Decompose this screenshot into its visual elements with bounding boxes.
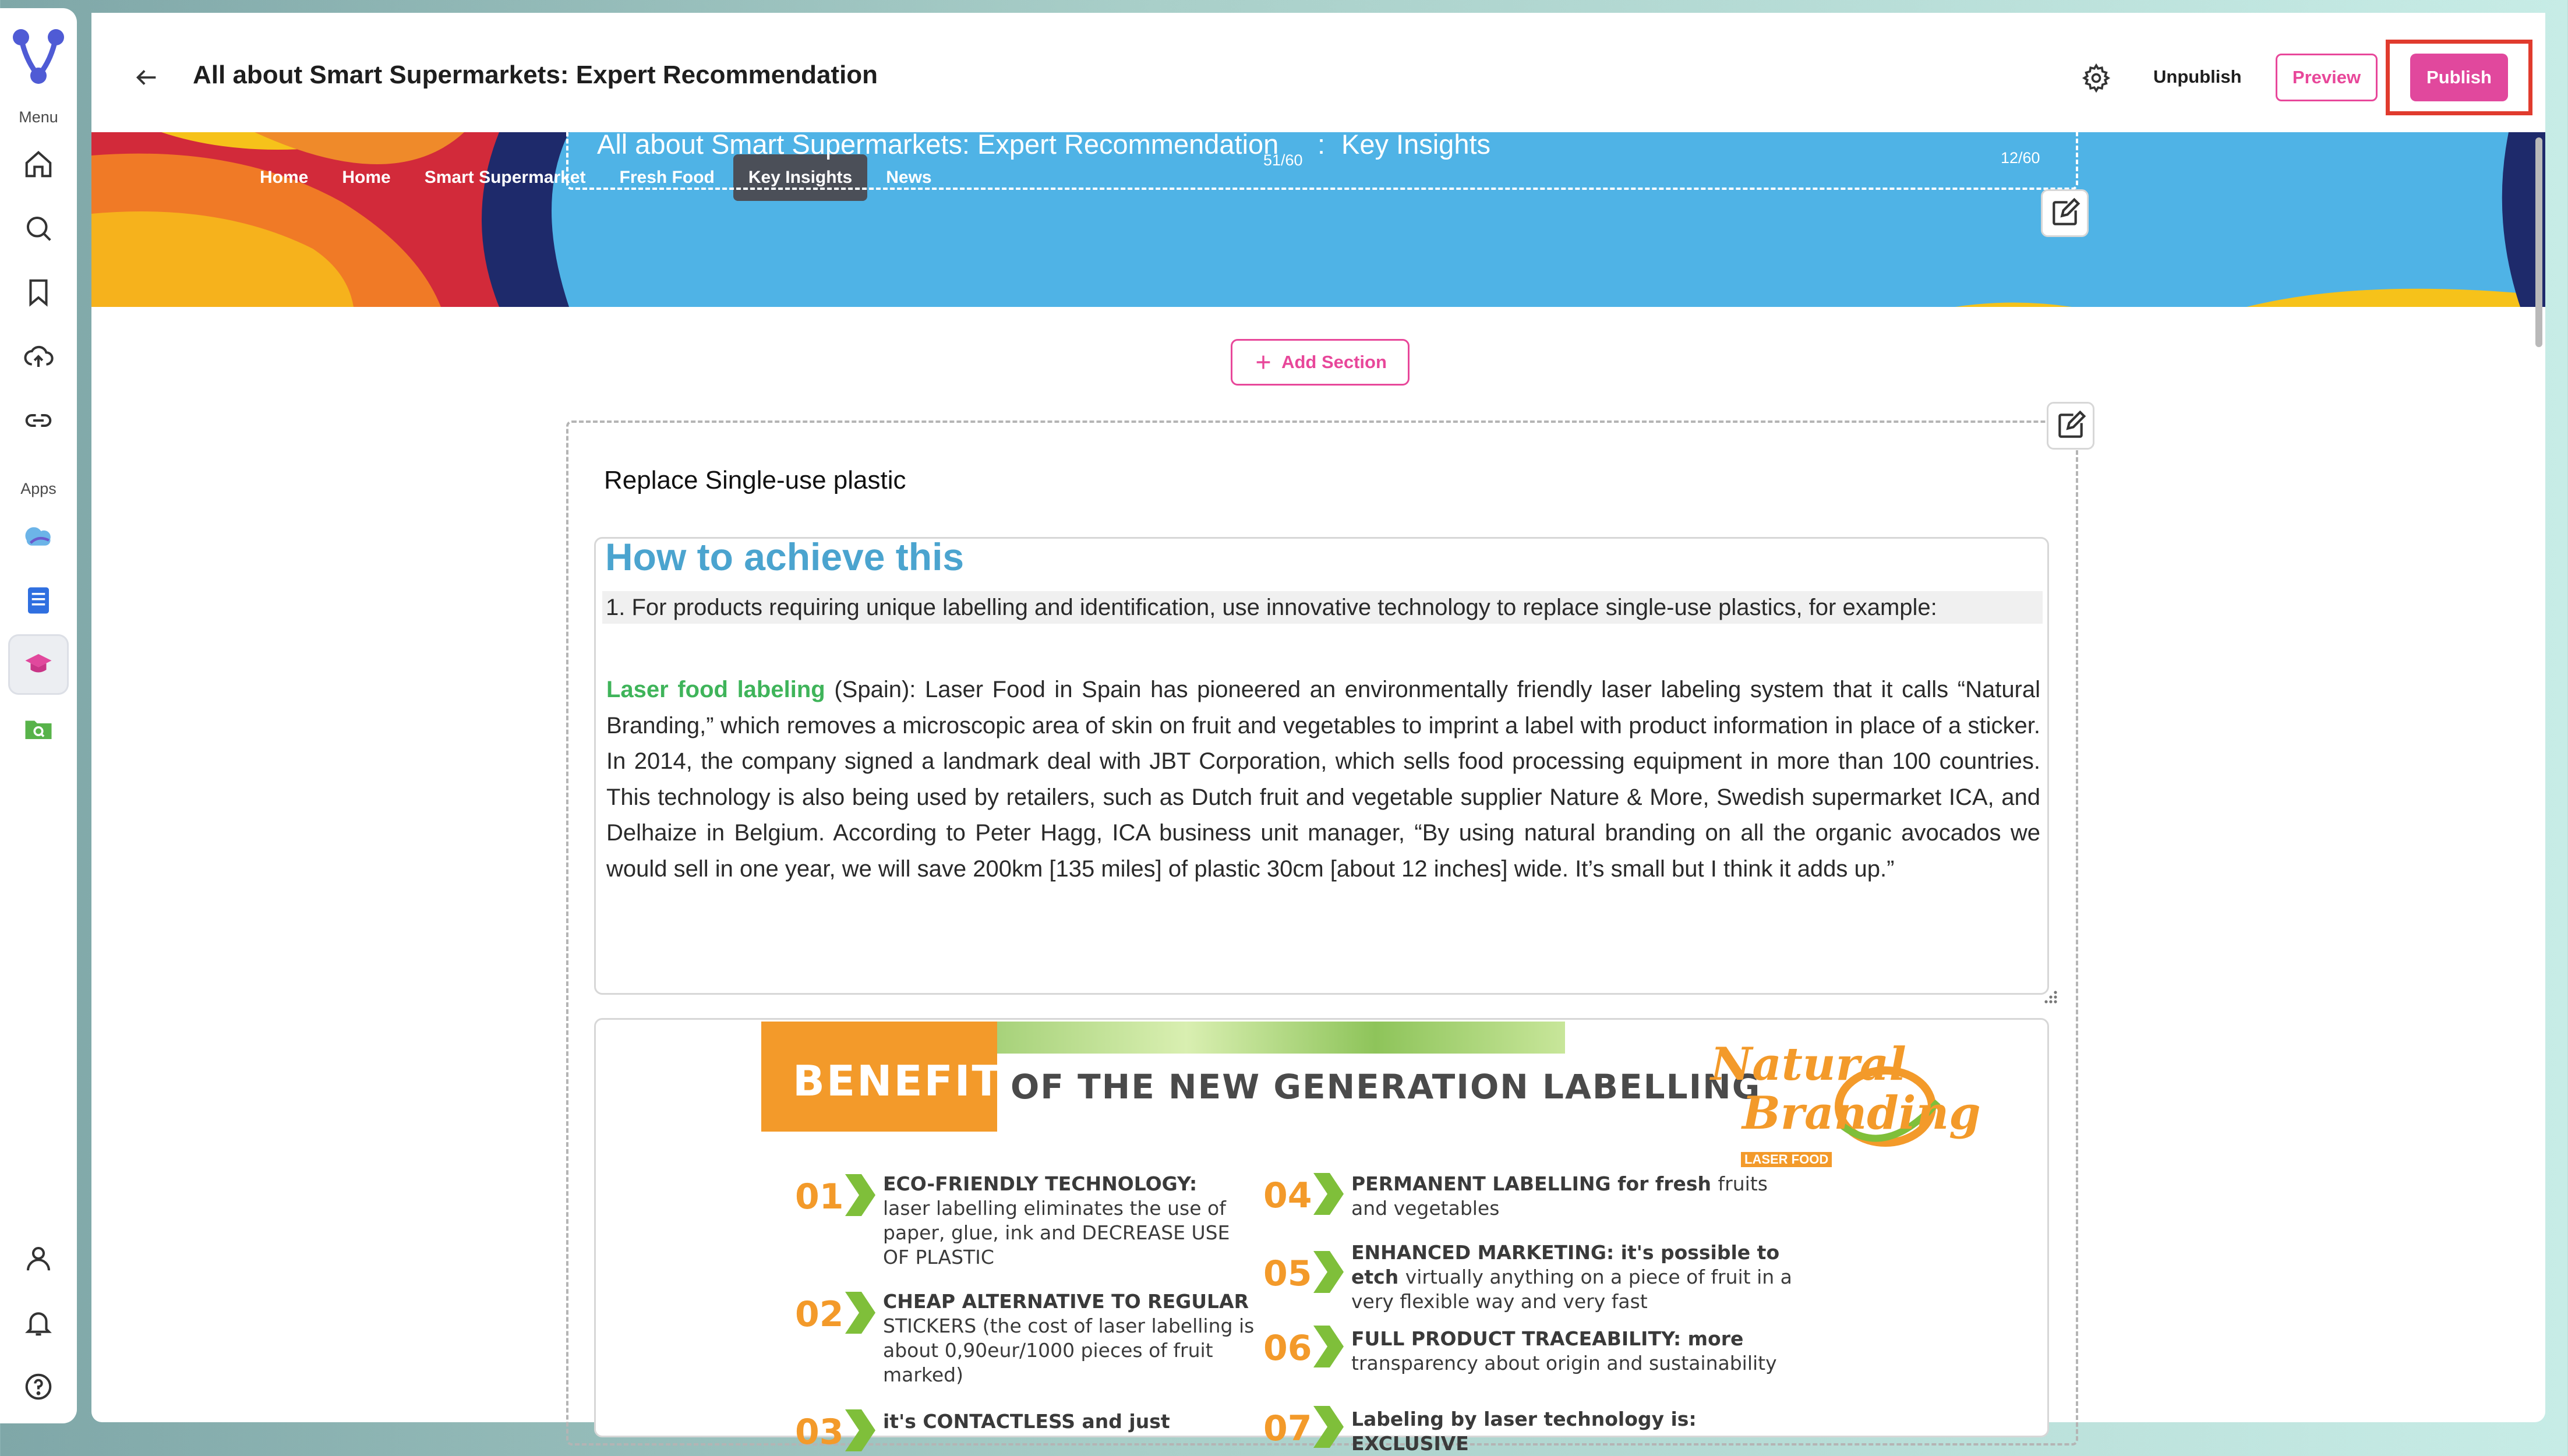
- benefit-item: [883, 1172, 1244, 1270]
- search-icon[interactable]: [18, 208, 59, 249]
- nav-tab-smart-supermarket[interactable]: Smart Supermarket: [424, 168, 586, 187]
- benefit-bold: FULL PRODUCT TRACEABILITY: more: [1351, 1327, 1744, 1350]
- item-number: 01: [795, 1176, 844, 1217]
- item-number: 02: [795, 1294, 844, 1335]
- text-first-line: 1. For products requiring unique labelling and identification, use innovative technology to replace single-use plastics, for example:: [602, 591, 2043, 624]
- bookmark-icon[interactable]: [18, 272, 59, 313]
- preview-button[interactable]: Preview: [2276, 54, 2378, 101]
- banner-title[interactable]: All about Smart Supermarkets: Expert Recommendation: [597, 129, 1279, 160]
- settings-gear-icon[interactable]: [2081, 63, 2111, 93]
- page-scrollbar[interactable]: [2535, 137, 2542, 347]
- link-icon[interactable]: [18, 400, 59, 441]
- section-title[interactable]: Replace Single-use plastic: [604, 466, 906, 494]
- upload-cloud-icon[interactable]: [18, 336, 59, 377]
- left-sidebar: [0, 8, 77, 1423]
- item-number: 04: [1263, 1175, 1312, 1216]
- document-app-icon[interactable]: [18, 580, 59, 621]
- section-edit-button[interactable]: [2047, 402, 2094, 450]
- nav-tab-fresh-food[interactable]: Fresh Food: [619, 168, 715, 187]
- graduation-cap-app-icon[interactable]: [8, 634, 69, 695]
- chevron-right-icon: [1311, 1404, 1346, 1450]
- benefit-item: [883, 1409, 1244, 1434]
- apps-label: Apps: [20, 480, 56, 497]
- banner-edit-button[interactable]: [2041, 189, 2089, 237]
- benefit-bold: it's CONTACTLESS and just: [883, 1410, 1170, 1433]
- benefit-bold: CHEAP ALTERNATIVE TO REGULAR: [883, 1290, 1249, 1313]
- back-arrow-icon[interactable]: [133, 64, 160, 91]
- editor-main: [91, 13, 2545, 1455]
- chevron-right-icon: [843, 1172, 878, 1218]
- banner-subtitle-char-count: 12/60: [2001, 149, 2040, 167]
- edit-pencil-icon: [2048, 197, 2081, 229]
- text-heading: How to achieve this: [605, 535, 965, 578]
- benefit-text: laser labelling eliminates the use of paper, glue, ink and DECREASE USE OF PLASTIC: [883, 1197, 1230, 1268]
- home-icon[interactable]: [18, 144, 59, 185]
- benefit-bold: Labeling by laser technology is: EXCLUSIVE: [1351, 1408, 1697, 1455]
- benefit-item: [1351, 1407, 1817, 1456]
- item-number: 06: [1263, 1328, 1312, 1369]
- benefit-item: [883, 1289, 1256, 1387]
- benefits-banner: [761, 1022, 1034, 1132]
- benefit-bold: ECO-FRIENDLY TECHNOLOGY:: [883, 1172, 1198, 1195]
- benefit-item: [1351, 1241, 1817, 1314]
- nav-tab-news[interactable]: News: [886, 168, 932, 187]
- edit-pencil-icon: [2054, 409, 2087, 442]
- resize-grip-icon[interactable]: [2041, 988, 2058, 1004]
- add-section-label: Add Section: [1281, 352, 1387, 372]
- unpublish-button[interactable]: Unpublish: [2153, 66, 2242, 87]
- add-section-button[interactable]: [1231, 339, 1410, 386]
- benefit-bold: ENHANCED MARKETING: it's possible to etch: [1351, 1241, 1780, 1288]
- benefits-title: BENEFITS: [793, 1056, 1034, 1105]
- chevron-right-icon: [1311, 1171, 1346, 1217]
- natural-branding-logo: [1711, 1038, 1981, 1178]
- item-number: 05: [1263, 1253, 1312, 1294]
- infographic-subtitle: OF THE NEW GENERATION LABELLING: [1011, 1067, 1761, 1107]
- leaf-strip: [997, 1022, 1565, 1054]
- cloud-app-icon[interactable]: [18, 516, 59, 557]
- user-icon[interactable]: [18, 1238, 59, 1279]
- logo-small-text: LASER FOOD: [1741, 1152, 1832, 1167]
- banner-subtitle[interactable]: Key Insights: [1341, 129, 1491, 160]
- app-logo-icon[interactable]: [8, 24, 69, 89]
- nav-tab-home[interactable]: Home: [260, 168, 309, 187]
- benefit-text: virtually anything on a piece of fruit in a very flexible way and very fast: [1351, 1266, 1792, 1313]
- highlight-term: Laser food labeling: [606, 677, 825, 702]
- nav-tab-key-insights[interactable]: Key Insights: [733, 154, 867, 201]
- logo-line-2: Branding: [1742, 1087, 1981, 1140]
- benefit-item: [1351, 1327, 1806, 1376]
- benefit-text: fruits and vegetables: [1351, 1172, 1768, 1220]
- folder-search-app-icon[interactable]: [18, 708, 59, 749]
- bell-icon[interactable]: [18, 1302, 59, 1343]
- menu-label: Menu: [19, 108, 58, 126]
- benefit-text: STICKERS (the cost of laser labelling is about 0,90eur/1000 pieces of fruit marked): [883, 1314, 1255, 1386]
- text-paragraph: [606, 672, 2040, 887]
- benefit-bold: PERMANENT LABELLING for fresh: [1351, 1172, 1712, 1195]
- help-icon[interactable]: [18, 1366, 59, 1407]
- chevron-right-icon: [1311, 1323, 1346, 1370]
- paragraph-body: (Spain): Laser Food in Spain has pioneered an environmentally friendly laser labeling system that it calls “Natural Branding,” which removes a microscopic area of skin on fruit and vegetables to imprint a label with product information in place of a sticker. In 2014, the company signed a landmark deal with JBT Corporation, which sells food processing equipment in more than 100 countries. This technology is also being used by retailers, such as Dutch fruit and vegetable supplier Nature & More, Swedish supermarket ICA, and Delhaize in Belgium. According to Peter Hagg, ICA business unit manager, “By using natural branding on all the organic avocados we would sell in one year, we will save 200km [135 miles] of plastic 30cm [about 12 inches] wide. It’s small but I think it adds up.”: [606, 677, 2041, 882]
- chevron-right-icon: [843, 1407, 878, 1454]
- banner-title-char-count: 51/60: [1263, 151, 1303, 169]
- banner-separator: :: [1317, 129, 1326, 160]
- logo-line-1: Natural: [1711, 1038, 1906, 1091]
- benefit-item: [1351, 1172, 1794, 1221]
- page-title: All about Smart Supermarkets: Expert Recommendation: [193, 61, 878, 89]
- benefit-text: transparency about origin and sustainability: [1351, 1352, 1777, 1374]
- publish-button[interactable]: Publish: [2410, 54, 2508, 101]
- item-number: 03: [795, 1412, 844, 1453]
- nav-tab-home-2[interactable]: Home: [342, 168, 391, 187]
- item-number: 07: [1263, 1408, 1312, 1449]
- chevron-right-icon: [1311, 1249, 1346, 1295]
- chevron-right-icon: [843, 1289, 878, 1336]
- plus-icon: [1253, 352, 1273, 372]
